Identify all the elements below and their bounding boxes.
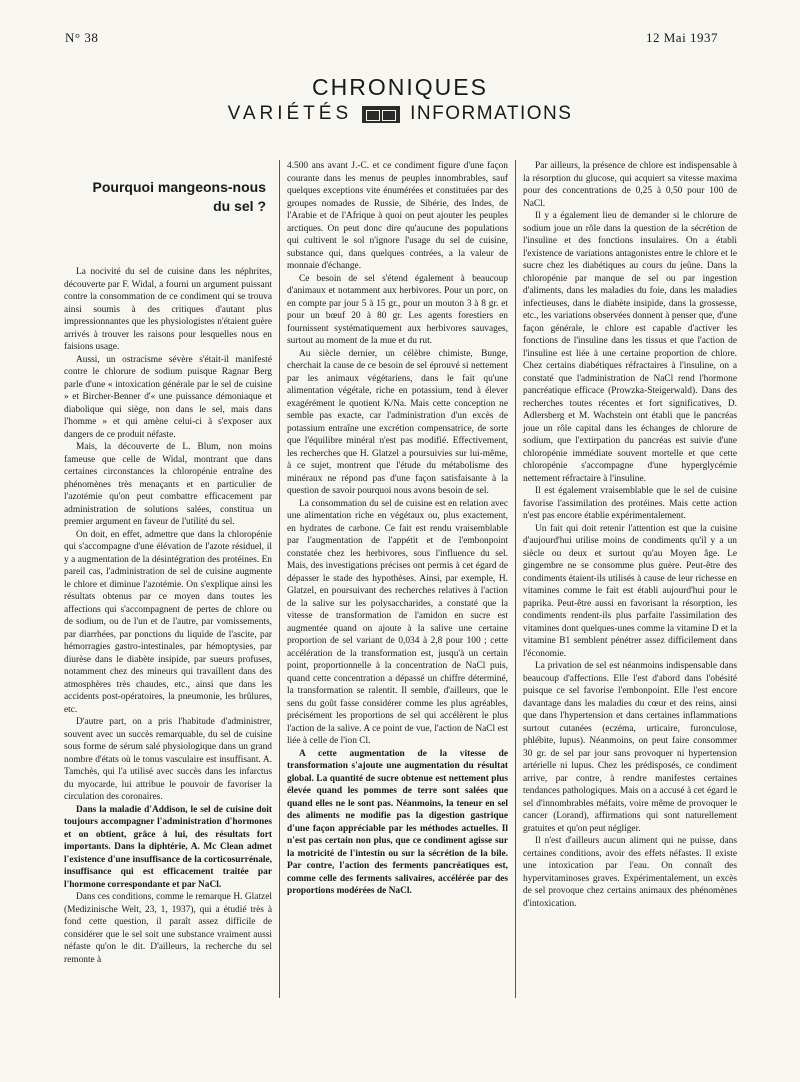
article-column-3 [523,160,737,910]
paragraph: Il y a également lieu de demander si le chlorure de sodium joue un rôle dans la question de la sécrétion de l'insuline et des fonctions insulaires. On a établi l'existence de variations antagonistes entre le chlore et le sucre chez les diabétiques au cours du jeûne. Dans la chloropénie par manque de sel ou par ingestion d'aliments, dans les maladies du foie, dans les maladies infectieuses, dans le diabète insipide, dans la grossesse, etc., les variations observées donnent à penser que, d'une façon générale, le chlore est capable d'activer les fonctions de l'insuline dans les tissus et que l'action de l'insuline est liée à une certaine proportion de chlore. Chez certains diabétiques réfractaires à l'insuline, on a constaté que l'administration de NaCl rend l'hormone pancréatique efficace (Prowzka-Steigerwald). Dans des recherches toutes récentes et fort significatives, D. Adlersberg et M. Wachstein ont établi que le pancréas joue un rôle capital dans les échanges de chlorure de sodium, que l'extirpation du pancréas est suivie d'une chloropénie immédiate souvent mortelle et que cette chloropénie s'accompagne d'une hyperglycémie nettement réfractaire à l'insuline. [523,211,737,484]
issue-date: 12 Mai 1937 [646,30,718,45]
masthead-emblem-icon [362,106,400,123]
article-column-2 [287,160,508,898]
paragraph: La privation de sel est néanmoins indispensable dans beaucoup d'affections. Elle l'est d'abord dans l'obésité puisque ce sel favorise l'embonpoint. Elle l'est encore davantage dans les maladies du cœur et des reins, ainsi que dans l'hypertension et dans certaines inflammations surtout cutanées (eczéma, urticaire, furonculose, phlébite, lupus). Néanmoins, on peut faire consommer 30 gr. de sel par jour sans provoquer ni hypertension artérielle ni lupus. Chez les prédisposés, ce condiment arrive, par contre, à rendre manifestes certaines tendances pathologiques. Mais on a accusé à cet égard le sel d'innombrables méfaits, voire même de provoquer le cancer (Lorand), affirmations qui sont naturellement gratuites et qu'on peut négliger. [523,661,737,834]
paragraph: On doit, en effet, admettre que dans la chloropénie qui s'accompagne d'une élévation de l'azote résiduel, il y a augmentation de la désintégration des protéines. En pareil cas, l'administration de sel de cuisine augmente le chlore et diminue l'azotémie. On s'explique ainsi les résultats obtenus par ce moyen dans toutes les affections qui s'accompagnent de pertes de chlore ou de sodium, ou de l'un et de l'autre, par vomissements, par diarrhées, par ponctions du liquide de l'ascite, par hémorragies gastro-intestinales, par hémoptysies, par diurèse dans le diabète insipide, par sueurs profuses, notamment chez des mineurs qui travaillent dans des atmosphères très chaudes, etc., ainsi que dans les accidents post-opératoires, la pneumonie, les brûlures, etc. [64,529,272,715]
paragraph: 4.500 ans avant J.-C. et ce condiment figure d'une façon courante dans les menus de peuples innombrables, sauf quelques exceptions vite énumérées et constituées par des groupes nomades de Russie, de Sibérie, des Indes, de l'Arabie et de l'Afrique à quoi on peut ajouter les peuples arctiques. On peut donc dire qu'aucune des populations qui cultivent le sol n'ignore l'usage du sel de cuisine, substance qui, dans quelques contrées, a la valeur de monnaie d'échange. [287,161,508,271]
paragraph: Mais, la découverte de L. Blum, non moins fameuse que celle de Widal, montrant que dans certaines circonstances la chloropénie entraîne des phénomènes très menaçants et en particulier de l'azotémie qu'on peut combattre efficacement par administration de solutions salées, constitua un premier argument en faveur de l'utilité du sel. [64,442,272,527]
paragraph: Il n'est d'ailleurs aucun aliment qui ne puisse, dans certaines conditions, avoir des effets néfastes. Il existe une intoxication par l'eau. On connaît des hypervitaminoses graves. Expérimentalement, un excès de sel provoque chez certains animaux des phénomènes d'intoxication. [523,836,737,909]
masthead-subtitle [0,103,800,125]
issue-number: N° 38 [65,30,99,45]
article-column-1 [64,178,272,966]
paragraph: La nocivité du sel de cuisine dans les néphrites, découverte par F. Widal, a fourni un argument puissant contre la consommation de ce condiment qui se trouva ainsi soumis à des critiques d'autant plus impressionnantes que les physiologistes n'étaient guère arrivés à trouver les raisons pour lesquelles nous en faisions usage. [64,267,272,352]
column-divider [279,160,280,998]
paragraph: La consommation du sel de cuisine est en relation avec une alimentation riche en végétaux ou, plus exactement, en hydrates de carbone. Ce fait est rendu vraisemblable par l'augmentation de l'appétit et de l'embonpoint constatée chez les herbivores, sous l'influence du sel. Mais, des investigations précises ont permis à cet égard de dépasser le stade des hypothèses. Ainsi, par exemple, H. Glatzel, en poursuivant des recherches relatives à l'action de la salive sur les polysaccharides, a constaté que la vitesse de transformation de l'amidon en sucre est augmentée quand on ajoute à la salive une certaine proportion de sel variant de 0,034 à 2,8 pour 100 ; cette accélération de la transformation est, jusqu'à un certain point, proportionnelle à la concentration de NaCl puis, quand cette concentration a dépassé un chiffre déterminé, la transformation se ralentit. Il semble, d'ailleurs, que le sens du goût fasse considérer comme les plus agréables, précisément les proportions de sel qui accélèrent le plus l'action de la salive. A ce point de vue, l'action de NaCl est liée à celle de l'ion Cl. [287,498,508,746]
paragraph: Dans la maladie d'Addison, le sel de cuisine doit toujours accompagner l'administration d'hormones et on obtient, grâce à lui, des résultats fort importants. Dans la diphtérie, A. Mc Clean admet l'existence d'une insuffisance de la corticosurrénale, insuffisance qui est efficacement traitée par l'hormone correspondante et par NaCl. [64,804,272,890]
column-divider [515,160,516,998]
paragraph: Au siècle dernier, un célèbre chimiste, Bunge, cherchait la cause de ce besoin de sel éprouvé si nettement par les animaux végétariens, dans le fait qu'une alimentation végétale, riche en potassium, tend à élever exagérément le quotient K/Na. Mais cette conception ne semble pas exacte, car l'administration d'un excès de potassium entraîne une excrétion compensatrice, de sorte que l'équilibre minéral n'est pas modifié. Effectivement, les recherches que H. Glatzel a poursuivies sur lui-même, à ce sujet, montrent que l'étude du métabolisme des minéraux ne répond pas d'une façon satisfaisante à la question de savoir pourquoi nous avons besoin de sel. [287,348,508,496]
paragraph: Un fait qui doit retenir l'attention est que la cuisine d'aujourd'hui utilise moins de condiments qu'il y a un siècle ou deux et surtout qu'au Moyen âge. Le gingembre ne se consomme plus guère. Peut-être des condiments étaient-ils utilisés à cause de leur richesse en vitamines comme le fait est établi aujourd'hui pour le paprika. Peut-être aussi en favorisant la résorption, les condiments rendent-ils plus parfaite l'assimilation des vitamines dont quelques-unes comme la vitamine D et la vitamine B1 semblent pénétrer assez difficilement dans l'économie. [523,523,737,659]
article-title [64,178,272,216]
article-title-line: du sel ? [213,198,266,214]
paragraph: A cette augmentation de la vitesse de transformation s'ajoute une augmentation du résultat global. La quantité de sucre obtenue est nettement plus élevée quand les pommes de terre sont salées que quand elles ne le sont pas. Néanmoins, la teneur en sel des aliments ne modifie pas la digestion gastrique d'une façon appréciable par les méthodes actuelles. Il n'est pas certain non plus, que ce condiment agisse sur la motricité de l'intestin ou sur la sécrétion de la bile. Par contre, l'action des ferments pancréatiques est, comme celle des ferments salivaires, accélérée par des proportions modérées de NaCl. [287,748,508,896]
masthead-varietes: VARIÉTÉS [227,103,353,124]
paragraph: D'autre part, on a pris l'habitude d'administrer, souvent avec un succès remarquable, du sel de cuisine sous forme de sérum salé physiologique dans un grand nombre d'états où le tonus vasculaire est insuffisant. A. Tamchès, qui l'a utilisé avec succès dans les infarctus du myocarde, lui attribue le pouvoir de favoriser la circulation des coronaires. [64,717,272,802]
paragraph: Dans ces conditions, comme le remarque H. Glatzel (Medizinische Welt, 23, 1, 1937), qui a étudié très à fond cette question, il paraît assez difficile de considérer que le sel soit une substance vraiment aussi néfaste qu'on le dit. D'ailleurs, la recherche du sel remonte à [64,892,272,965]
paragraph: Ce besoin de sel s'étend également à beaucoup d'animaux et notamment aux herbivores. Pour un porc, on en compte par jour 5 à 15 gr., pour un mouton 3 à 8 gr. et pour un bœuf 20 à 80 gr. Les agents forestiers en fournissent systématiquement aux herbivores sauvages, surtout au moment de la mue et du rut. [287,273,508,346]
article-title-line: Pourquoi mangeons-nous [92,179,266,195]
paragraph: Il est également vraisemblable que le sel de cuisine favorise l'assimilation des protéines. Mais cette action n'est pas encore établie expérimentalement. [523,486,737,521]
masthead-title: CHRONIQUES [312,74,488,100]
masthead-informations: INFORMATIONS [410,103,573,124]
paragraph: Par ailleurs, la présence de chlore est indispensable à la résorption du glucose, qui acquiert sa vitesse maxima pour des concentrations de 0,25 à 0,50 pour 100 de NaCl. [523,161,737,209]
paragraph: Aussi, un ostracisme sévère s'était-il manifesté contre le chlorure de sodium puisque Ragnar Berg parle d'une « intoxication générale par le sel de cuisine » et Bircher-Benner d'« une puissance démoniaque et diabolique qui siège, non dans le sel, mais dans l'homme » et qui amène celui-ci à s'exposer aux dangers de ce produit néfaste. [64,354,272,440]
